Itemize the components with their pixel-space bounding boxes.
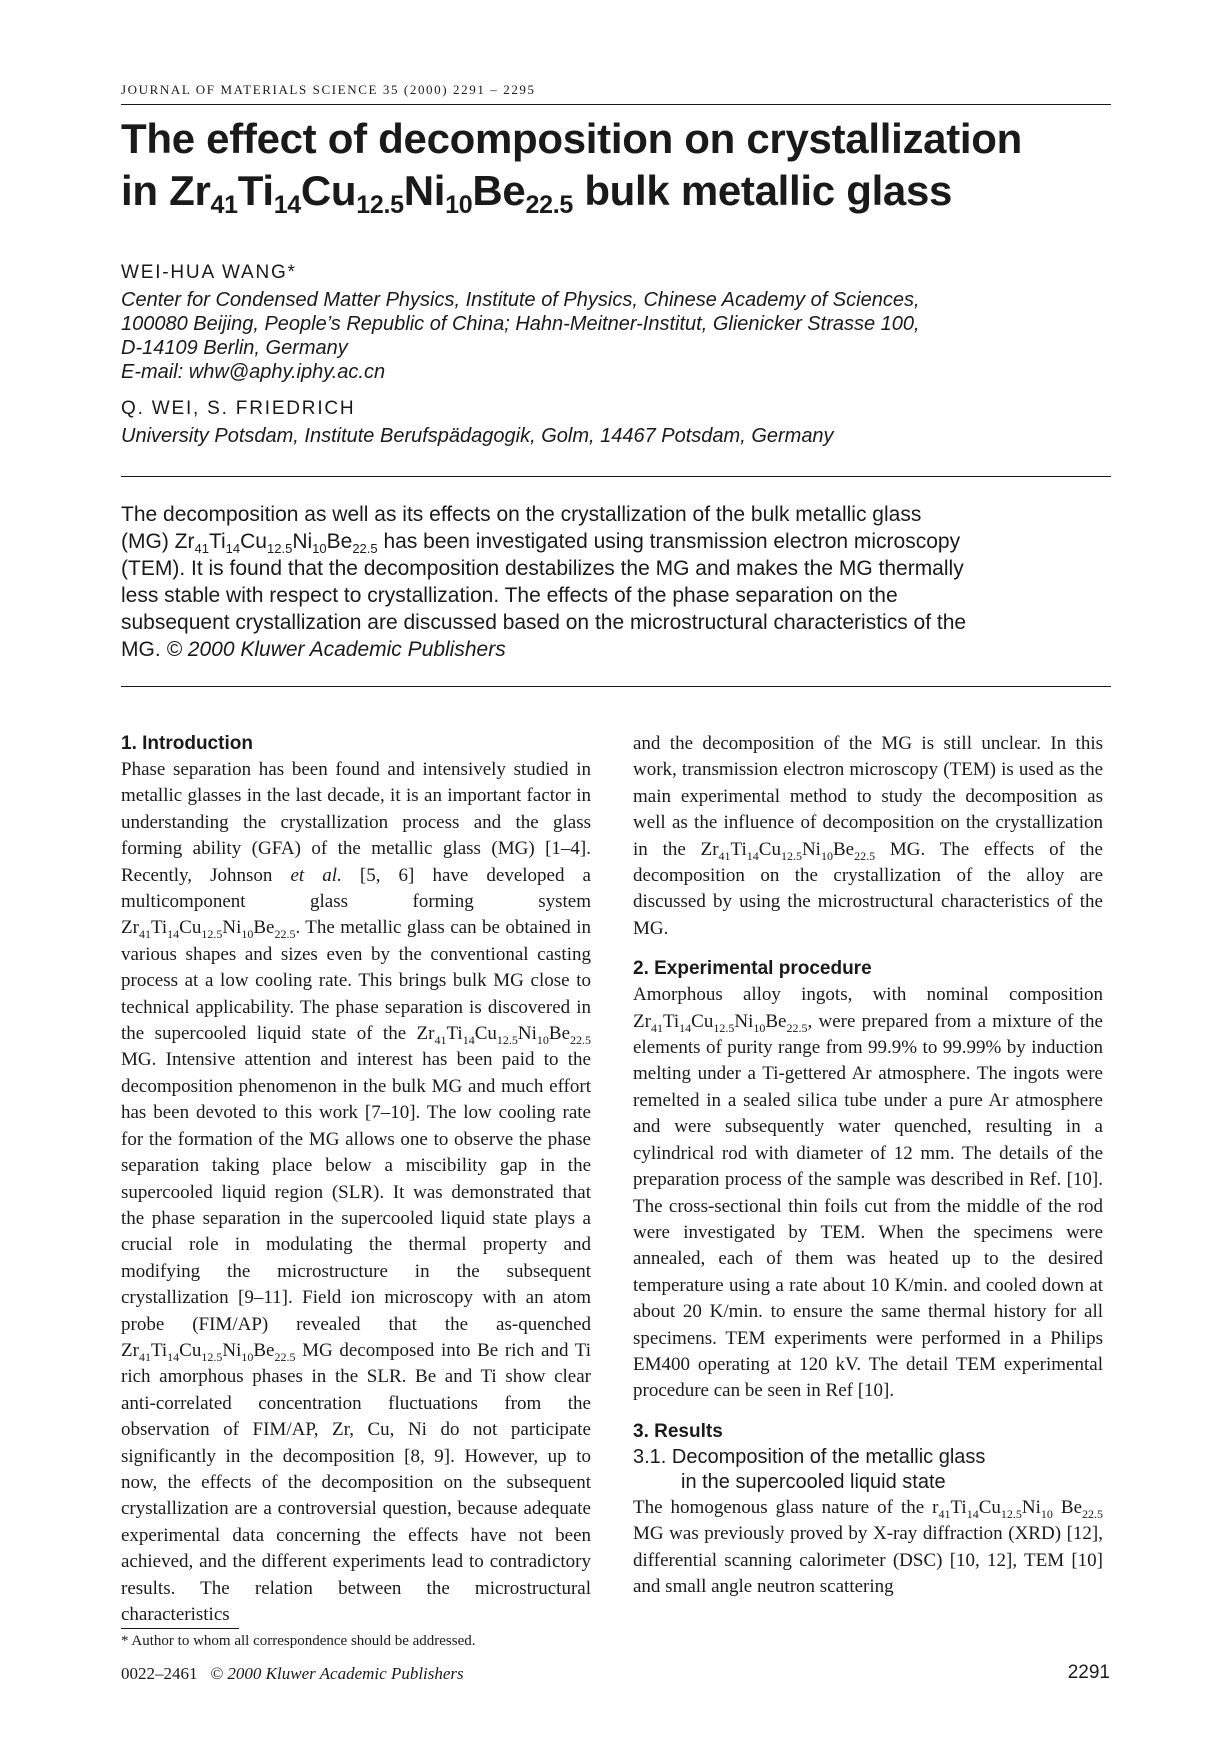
subsection-heading: 3.1. Decomposition of the metallic glass in the supercooled liquid state xyxy=(633,1445,986,1493)
author-affiliation: Center for Condensed Matter Physics, Institute of Physics, Chinese Academy of Sciences, 100080 Beijing, People’s Republic of China; Hahn-Meitner-Institut, Glienicker Strasse 100, D-14109 Berlin, Germany E-mail: whw@aphy.iphy.ac.cn xyxy=(121,288,1121,384)
section-heading-introduction: 1. Introduction xyxy=(121,733,253,754)
page-number: 2291 xyxy=(1067,1662,1110,1683)
footnote-rule xyxy=(121,1628,239,1629)
footer-publisher: © 2000 Kluwer Academic Publishers xyxy=(210,1664,464,1683)
header-rule xyxy=(121,104,1111,105)
section-heading-results: 3. Results xyxy=(633,1420,723,1442)
intro-paragraph: Phase separation has been found and intensively studied in metallic glasses in the last decade, it is an important factor in understanding the crystallization process and the glass forming ability (GFA) of the metallic glass (MG) [1–4]. Recently, Johnson et al. [5, 6] have developed a multicomponent glass forming system $Zr_{41}Ti_{14}Cu_{12.5}Ni_{10}Be_{22.5}$. The metallic glass can be obtained in various shapes and sizes even by the conventional casting process at a low cooling rate. This brings bulk MG close to technical applicability. The phase separation is discovered in the supercooled liquid state of the $Zr_{41}Ti_{14}Cu_{12.5}Ni_{10}Be_{22.5}$ MG. Intensive attention and interest has been paid to the decomposition phenomenon in the bulk MG and much effort has been devoted to this work [7–10]. The low cooling rate for the formation of the MG allows one to observe the phase separation taking place below a miscibility gap in the supercooled liquid region (SLR). It was demonstrated that the phase separation in the supercooled liquid state plays a crucial role in modulating the thermal property and modifying the microstructure in the subsequent crystallization [9–11]. Field ion microscopy with an atom probe (FIM/AP) revealed that the as-quenched $Zr_{41}Ti_{14}Cu_{12.5}Ni_{10}Be_{22.5}$ MG decomposed into Be rich and Ti rich amorphous phases in the SLR. Be and Ti show clear anti-correlated concentration fluctuations from the observation of FIM/AP, Zr, Cu, Ni do not participate significantly in the decomposition [8, 9]. However, up to now, the effects of the decomposition on the subsequent crystallization are a controversial question, because adequate experimental data concerning the effects have not been achieved, and the different experiments lead to contradictory results. The relation between the microstructural characteristics xyxy=(121,759,591,1625)
left-column xyxy=(121,731,591,1628)
footnote: * Author to whom all correspondence should be addressed. xyxy=(121,1633,476,1649)
paper-title xyxy=(121,113,1121,217)
abstract-top-rule xyxy=(121,476,1111,477)
results-paragraph: The homogenous glass nature of the $r_{41}Ti_{14}Cu_{12.5}Ni_{10}$ $Be_{22.5}$ MG was previously proved by X-ray diffraction (XRD) [12], differential scanning calorimeter (DSC) [10, 12], TEM [10] and small angle neutron scattering xyxy=(633,1496,1103,1597)
author-name: WEI-HUA WANG* xyxy=(121,262,297,283)
title-line-1: The effect of decomposition on crystallization xyxy=(121,115,1022,162)
experimental-paragraph: Amorphous alloy ingots, with nominal composition $Zr_{41}Ti_{14}Cu_{12.5}Ni_{10}Be_{22.5}$, were prepared from a mixture of the elements of purity range from 99.9% to 99.99% by induction melting under a Ti-gettered Ar atmosphere. The ingots were remelted in a sealed silica tube under a pure Ar atmosphere and were subsequently water quenched, resulting in a cylindrical rod with diameter of 12 mm. The details of the preparation process of the sample was described in Ref. [10]. The cross-sectional thin foils cut from the middle of the rod were investigated by TEM. When the specimens were annealed, each of them was heated up to the desired temperature using a rate about 10 K/min. and cooled down at about 20 K/min. to ensure the same thermal history for all specimens. TEM experiments were performed in a Philips EM400 operating at 120 kV. The detail TEM experimental procedure can be seen in Ref [10]. xyxy=(633,984,1103,1402)
abstract: The decomposition as well as its effects on the crystallization of the bulk metallic glass (MG) $Zr_{41}Ti_{14}Cu_{12.5}Ni_{10}Be_{22.5}$ has been investigated using transmission electron microscopy (TEM). It is found that the decomposition destabilizes the MG and makes the MG thermally less stable with respect to crystallization. The effects of the phase separation on the subsequent crystallization are discussed based on the microstructural characteristics of the MG. © 2000 Kluwer Academic Publishers xyxy=(121,503,967,661)
title-line-2: in $Zr_{41}Ti_{14}Cu_{12.5}Ni_{10}Be_{22.5}$ bulk metallic glass xyxy=(121,167,953,219)
running-head: JOURNAL OF MATERIALS SCIENCE 35 (2000) 2291 – 2295 xyxy=(121,82,536,97)
author-name: Q. WEI, S. FRIEDRICH xyxy=(121,398,356,419)
author-affiliation: University Potsdam, Institute Berufspädagogik, Golm, 14467 Potsdam, Germany xyxy=(121,425,834,447)
footer-issn: 0022–2461 © 2000 Kluwer Academic Publishers xyxy=(121,1664,464,1683)
section-heading-experimental: 2. Experimental procedure xyxy=(633,958,872,980)
abstract-bottom-rule xyxy=(121,686,1111,687)
right-column xyxy=(633,731,1103,1600)
intro-paragraph-continued: and the decomposition of the MG is still unclear. In this work, transmission electron microscopy (TEM) is used as the main experimental method to study the decomposition as well as the influence of decomposition on the crystallization in the $Zr_{41}Ti_{14}Cu_{12.5}Ni_{10}Be_{22.5}$ MG. The effects of the decomposition on the crystallization of the alloy are discussed by using the microstructural characteristics of the MG. xyxy=(633,733,1103,939)
abstract-copyright: © 2000 Kluwer Academic Publishers xyxy=(166,638,506,661)
author-email: E-mail: whw@aphy.iphy.ac.cn xyxy=(121,361,386,383)
